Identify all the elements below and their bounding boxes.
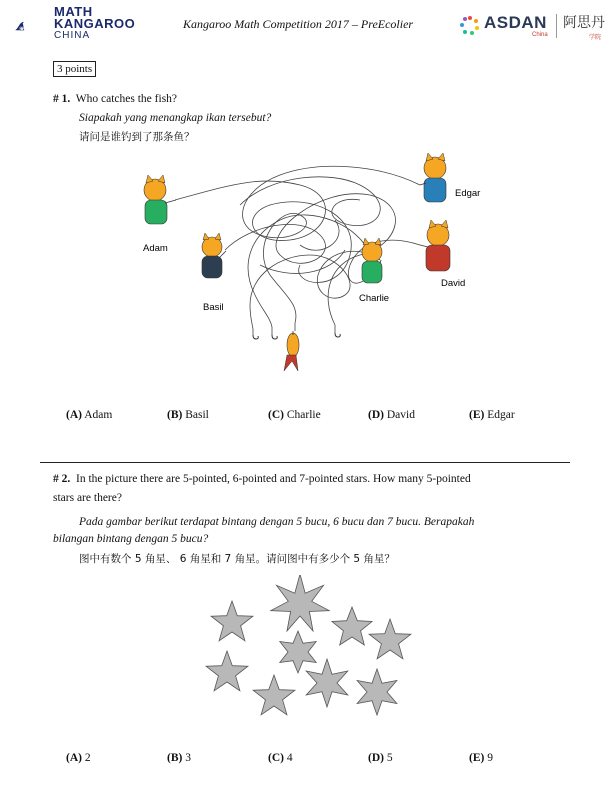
q2-text-en-2: stars are there? bbox=[53, 492, 122, 504]
qr-icon bbox=[20, 27, 24, 31]
q2-stars-figure bbox=[0, 575, 609, 735]
cat-basil-icon bbox=[202, 233, 226, 278]
asdan-chinese-sub: 学院 bbox=[589, 34, 602, 41]
q2-option-c[interactable]: (C) 4 bbox=[268, 752, 293, 764]
star-6-icon bbox=[280, 631, 316, 673]
q1-text-en: Who catches the fish? bbox=[75, 93, 178, 105]
label-david: David bbox=[441, 278, 466, 289]
q1-number: # 1. bbox=[53, 93, 71, 105]
fish-icon bbox=[284, 331, 299, 371]
q2-heading bbox=[53, 471, 471, 487]
q2-option-d[interactable]: (D) 5 bbox=[368, 752, 393, 764]
q1-option-c[interactable]: (C) Charlie bbox=[268, 409, 321, 421]
q1-option-d[interactable]: (D) David bbox=[368, 409, 415, 421]
label-basil: Basil bbox=[203, 302, 224, 313]
q2-option-a[interactable]: (A) 2 bbox=[66, 752, 91, 764]
label-edgar: Edgar bbox=[455, 188, 481, 199]
star-5-icon bbox=[332, 607, 372, 645]
star-5-icon bbox=[206, 651, 248, 691]
cat-david-icon bbox=[420, 220, 450, 271]
q1-heading bbox=[53, 91, 177, 107]
q1-option-e[interactable]: (E) Edgar bbox=[469, 409, 515, 421]
asdan-separator bbox=[556, 14, 557, 38]
star-5-icon bbox=[211, 601, 253, 641]
star-6-icon bbox=[306, 659, 348, 707]
points-label: 3 points bbox=[53, 61, 96, 77]
logo-line-1: MATH bbox=[54, 4, 93, 19]
q2-number: # 2. bbox=[53, 473, 71, 485]
star-5-icon bbox=[253, 675, 295, 715]
q1-text-zh: 请问是谁钓到了那条鱼？ bbox=[79, 131, 195, 143]
label-charlie: Charlie bbox=[359, 293, 390, 304]
q2-text-ms-1: Pada gambar berikut terdapat bintang dengan 5 bucu, 6 bucu dan 7 bucu. Berapakah bbox=[79, 516, 475, 528]
q2-option-b[interactable]: (B) 3 bbox=[167, 752, 191, 764]
q2-text-en-1: In the picture there are 5-pointed, 6-pointed and 7-pointed stars. How many 5-pointed bbox=[76, 473, 471, 485]
cat-edgar-icon bbox=[420, 153, 446, 202]
page-header-title: Kangaroo Math Competition 2017 – PreEcolier bbox=[183, 17, 414, 31]
q1-option-b[interactable]: (B) Basil bbox=[167, 409, 209, 421]
asdan-brand: ASDAN bbox=[484, 13, 547, 32]
math-kangaroo-wordmark bbox=[54, 6, 135, 42]
q2-text-ms-2: bilangan bintang dengan 5 bucu? bbox=[53, 533, 209, 545]
asdan-chinese-name: 阿思丹 bbox=[563, 15, 605, 31]
asdan-sub: China bbox=[532, 32, 548, 38]
q1-text-ms: Siapakah yang menangkap ikan tersebut? bbox=[79, 112, 272, 124]
star-6-icon bbox=[357, 669, 397, 715]
q1-option-a[interactable]: (A) Adam bbox=[66, 409, 113, 421]
star-5-icon bbox=[369, 619, 411, 659]
cat-adam-icon bbox=[144, 175, 176, 224]
label-adam: Adam bbox=[143, 243, 168, 254]
q2-text-zh: 图中有数个 5 角星、 6 角星和 7 角星。请问图中有多少个 5 角星？ bbox=[79, 553, 395, 565]
q1-fishing-maze-figure bbox=[0, 145, 609, 385]
question-divider bbox=[40, 462, 570, 463]
math-kangaroo-logo bbox=[14, 6, 54, 46]
logo-line-3: CHINA bbox=[54, 30, 91, 41]
asdan-pinwheel-icon bbox=[458, 14, 482, 38]
star-7-icon bbox=[271, 575, 329, 631]
q2-option-e[interactable]: (E) 9 bbox=[469, 752, 493, 764]
logo-line-2: KANGAROO bbox=[54, 16, 136, 31]
cat-charlie-icon bbox=[362, 238, 382, 283]
